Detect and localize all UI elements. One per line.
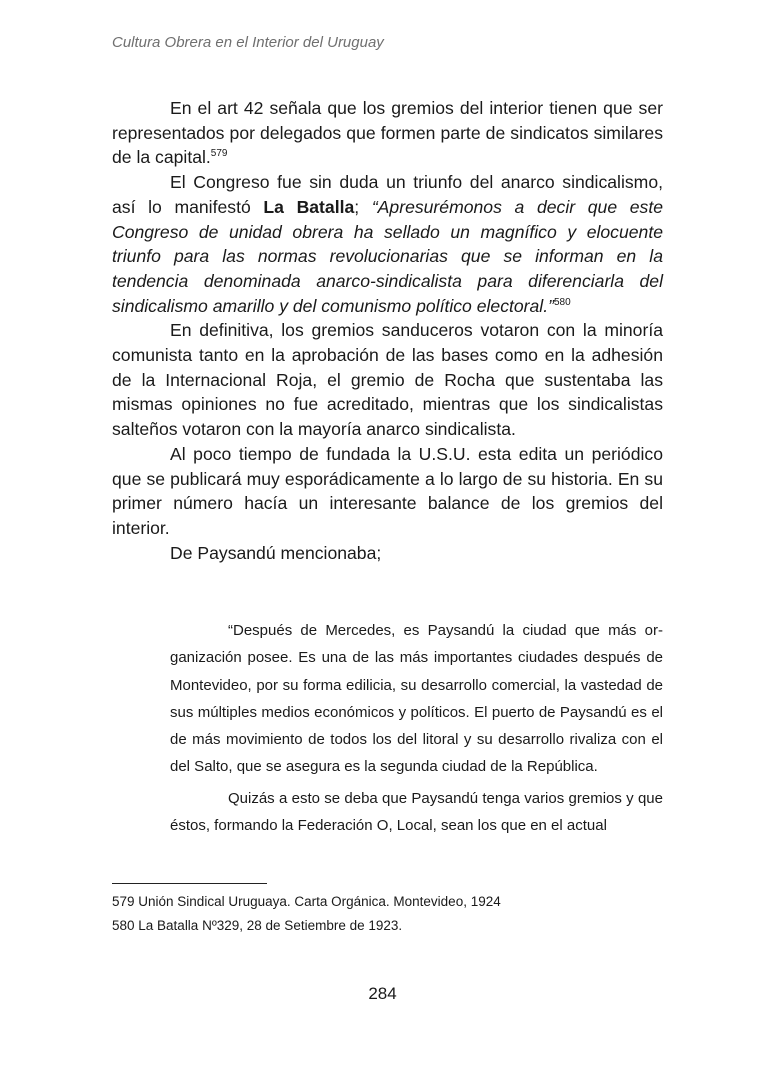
quote-paragraph-1: “Después de Mercedes, es Paysandú la ciudad que más organización posee. Es una de las más importantes ciudades después de Montevideo, por su forma edilicia, su desarrollo comercial, la vastedad de sus múltiples medios económicos y políticos. El puerto de Paysandú es el de más movimiento de todos los del litoral y su desarrollo rivaliza con el del Salto, que se asegura es la segunda ciudad de la República. xyxy=(170,622,663,776)
body-text xyxy=(112,96,663,565)
paragraph-4: Al poco tiempo de fundada la U.S.U. esta edita un periódico que se publicará muy esporádicamente a lo largo de su historia. En su primer número hacía un interesante balance de los gremios del interior. xyxy=(112,443,663,538)
paragraph-2-intro: El Congreso fue sin duda un triunfo del anarco sindicalismo, así lo manifestó xyxy=(112,172,663,217)
footnote-ref-579: 579 xyxy=(210,148,228,160)
paragraph-1 xyxy=(112,96,663,170)
footnote-divider xyxy=(112,883,267,884)
quote-paragraph-2: Quizás a esto se deba que Paysandú tenga varios gremios y que éstos, formando la Federación O, Local, sean los que en el actual xyxy=(170,789,663,835)
paragraph-5: De Paysandú mencionaba; xyxy=(170,542,382,563)
running-header: Cultura Obrera en el Interior del Uruguay xyxy=(112,34,384,51)
footnote-ref-580: 580 xyxy=(553,296,571,308)
footnotes xyxy=(112,890,663,938)
newspaper-name-bold: La Batalla xyxy=(263,196,355,217)
page-number: 284 xyxy=(368,984,397,1003)
footnote-579: 579 Unión Sindical Uruguaya. Carta Orgánica. Montevideo, 1924 xyxy=(112,894,501,909)
paragraph-3: En definitiva, los gremios sanduceros votaron con la minoría comunista tanto en la aprobación de las bases como en la adhesión de la Internacional Roja, el gremio de Rocha que sustentaba las mismas opiniones no fue acreditado, mientras que los sindicalistas salteños votaron con la mayoría anarco sindicalista. xyxy=(112,320,663,440)
paragraph-2 xyxy=(112,170,663,318)
paragraph-1-text: En el art 42 señala que los gremios del interior tienen que ser representados por delegados que formen parte de sindicatos similares de la capital. xyxy=(112,98,663,168)
footnote-580: 580 La Batalla Nº329, 28 de Setiembre de 1923. xyxy=(112,918,403,933)
paragraph-2-quotation: “Apresurémonos a decir que este Congreso de unidad obrera ha sellado un magnífico y elocuente triunfo para las normas revolucionarias que se informan en la tendencia denominada anarco-sindicalista para diferenciarla del sindicalismo amarillo y del comunismo político electoral.” xyxy=(112,196,664,316)
paragraph-2-separator: ; xyxy=(354,196,372,217)
block-quote xyxy=(170,617,663,839)
